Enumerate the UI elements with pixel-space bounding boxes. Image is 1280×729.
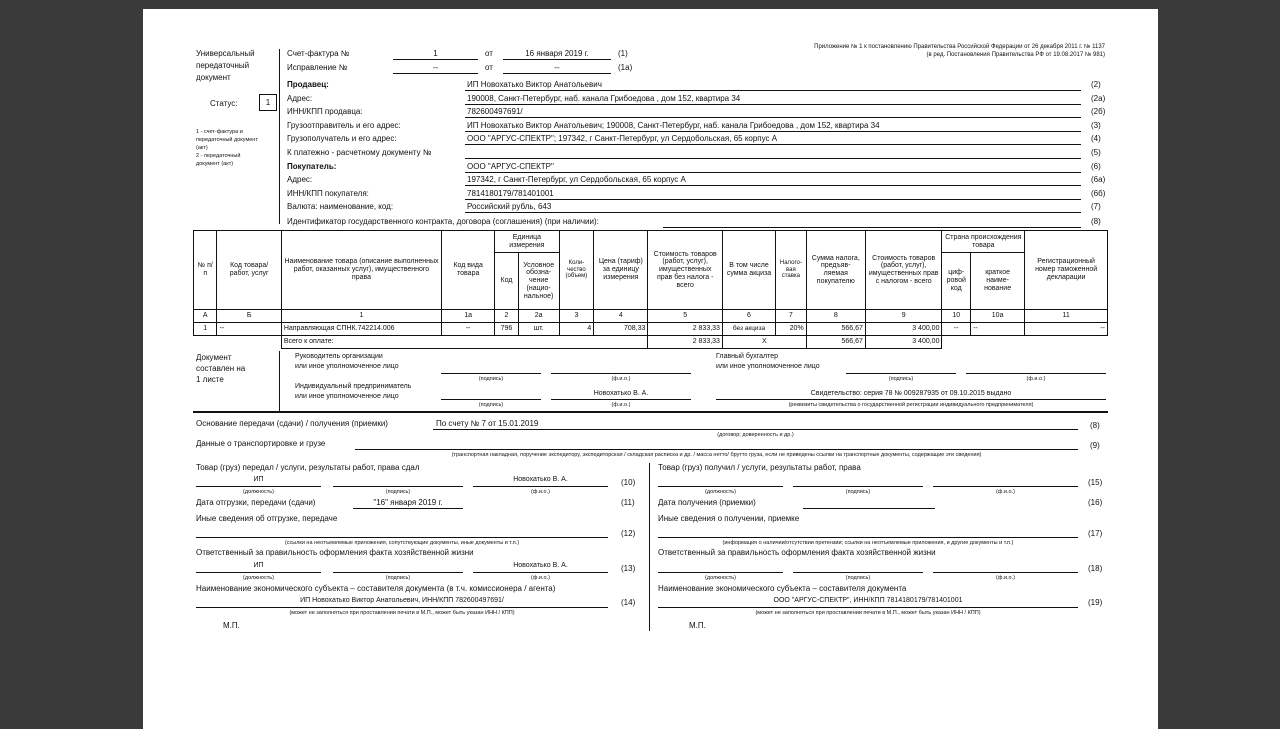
contract-code: (8) bbox=[1091, 217, 1101, 226]
field-code: (4) bbox=[1091, 134, 1101, 143]
transport-hint: (транспортная накладная, поручение экспедитору, экспедиторская / складская расписка и др. / масса нетто/ брутто груза, если не приведены ссылки на транспортные документы, содержащие эти сведения) bbox=[451, 452, 982, 458]
total-cost-w: 3 400,00 bbox=[865, 336, 942, 349]
cell-unit-code: 796 bbox=[495, 323, 518, 336]
seller-sign-hint: (подпись) bbox=[385, 489, 411, 495]
document-page bbox=[143, 9, 1158, 729]
ie-sign-hint: (подпись) bbox=[478, 402, 504, 408]
accountant-label-1: Главный бухгалтер bbox=[716, 353, 778, 360]
field-value: 190008, Санкт-Петербург, наб. канала Грибоедова , дом 152, квартира 34 bbox=[467, 94, 741, 103]
code-17: (17) bbox=[1088, 529, 1103, 538]
seller-position: ИП bbox=[253, 476, 264, 483]
seller-name-hint: (ф.и.о.) bbox=[531, 489, 550, 495]
total-x: Х bbox=[722, 336, 806, 349]
doc-type-line3: документ bbox=[196, 73, 231, 82]
column-numbers-row bbox=[194, 310, 1108, 323]
cell-price: 708,33 bbox=[594, 323, 648, 336]
buyer-resp-label: Ответственный за правильность оформления факта хозяйственной жизни bbox=[658, 548, 936, 557]
column-number: 7 bbox=[776, 310, 807, 323]
transport-code: (9) bbox=[1090, 441, 1100, 450]
buyer-other-hint: (информация о наличии/отсутствии претензии; ссылки на неотъемлемые приложения, и другие документы и т.п.) bbox=[722, 540, 1014, 546]
invoice-label: Счет-фактура № bbox=[287, 49, 350, 58]
buyer-pos-hint: (должность) bbox=[705, 489, 736, 495]
total-row bbox=[194, 336, 1108, 349]
head-name-hint: (ф.и.о.) bbox=[611, 376, 631, 382]
cell-no: 1 bbox=[194, 323, 217, 336]
head-label-1: Руководитель организации bbox=[295, 353, 383, 360]
field-value: 7814180179/781401001 bbox=[467, 189, 554, 198]
appendix-line1: Приложение № 1 к постановлению Правительства Российской Федерации от 26 декабря 2011 г. № 1137 bbox=[814, 44, 1105, 50]
ie-label-1: Индивидуальный предприниматель bbox=[295, 383, 412, 390]
field-value: 782600497691/ bbox=[467, 107, 523, 116]
field-value: ИП Новохатько Виктор Анатольевич; 190008, Санкт-Петербург, наб. канала Грибоедова , дом 152, квартира 34 bbox=[467, 121, 880, 130]
th-rate: Налого- вая ставка bbox=[776, 231, 807, 310]
left-divider bbox=[279, 49, 280, 224]
column-number: 11 bbox=[1025, 310, 1108, 323]
status-label: Статус: bbox=[210, 99, 238, 108]
accountant-label-2: или иное уполномоченное лицо bbox=[716, 363, 820, 370]
correction-label: Исправление № bbox=[287, 63, 348, 72]
th-unit-code: Код bbox=[495, 253, 518, 310]
ie-label-2: или иное уполномоченное лицо bbox=[295, 393, 399, 400]
code-19: (19) bbox=[1088, 598, 1103, 607]
invoice-code: (1) bbox=[618, 49, 628, 58]
cell-reg: -- bbox=[1025, 323, 1108, 336]
certificate-text: Свидетельство: серия 78 № 009287935 от 09.10.2015 выдано bbox=[810, 390, 1012, 397]
field-code: (6) bbox=[1091, 162, 1101, 171]
th-excise: В том числе сумма акциза bbox=[722, 231, 775, 310]
appendix-line2: (в ред. Постановления Правительства РФ от 19.08.2017 № 981) bbox=[926, 52, 1105, 58]
cell-qty: 4 bbox=[559, 323, 594, 336]
field-value: ООО "АРГУС-СПЕКТР" bbox=[467, 162, 554, 171]
cell-country-name: -- bbox=[971, 323, 1025, 336]
correction-from-label: от bbox=[485, 63, 493, 72]
field-code: (3) bbox=[1091, 121, 1101, 130]
seller-other-label: Иные сведения об отгрузке, передаче bbox=[196, 514, 338, 523]
invoice-date: 16 января 2019 г. bbox=[525, 49, 589, 58]
buyer-name-hint: (ф.и.о.) bbox=[996, 489, 1015, 495]
total-label: Всего к оплате: bbox=[281, 336, 648, 349]
th-unit-name: Условное обозна- чение (нацио- нальное) bbox=[518, 253, 559, 310]
head-label-2: или иное уполномоченное лицо bbox=[295, 363, 399, 370]
column-number: 6 bbox=[722, 310, 775, 323]
doc-type-line1: Универсальный bbox=[196, 49, 255, 58]
cell-unit-name: шт. bbox=[518, 323, 559, 336]
seller-stamp: М.П. bbox=[223, 621, 240, 630]
accountant-name-hint: (ф.и.о.) bbox=[1026, 376, 1046, 382]
field-code: (2б) bbox=[1091, 107, 1106, 116]
th-code: Код товара/ работ, услуг bbox=[217, 231, 281, 310]
seller-resp-sign-hint: (подпись) bbox=[385, 575, 411, 581]
seller-resp-name-hint: (ф.и.о.) bbox=[531, 575, 550, 581]
seller-entity-label: Наименование экономического субъекта – составителя документа (в т.ч. комиссионера / агента) bbox=[196, 584, 556, 593]
buyer-entity-value: ООО "АРГУС-СПЕКТР", ИНН/КПП 7814180179/781401001 bbox=[773, 597, 963, 604]
column-number: 3 bbox=[559, 310, 594, 323]
column-number: 10 bbox=[942, 310, 971, 323]
correction-number: -- bbox=[432, 63, 439, 72]
doc-type-line2: передаточный bbox=[196, 61, 250, 70]
invoice-number: 1 bbox=[433, 49, 438, 58]
column-number: 4 bbox=[594, 310, 648, 323]
cell-excise: без акциза bbox=[722, 323, 775, 336]
cell-country-code: -- bbox=[942, 323, 971, 336]
buyer-resp-pos-hint: (должность) bbox=[705, 575, 736, 581]
code-11: (11) bbox=[621, 498, 635, 507]
transport-label: Данные о транспортировке и грузе bbox=[196, 439, 326, 448]
code-10: (10) bbox=[621, 478, 636, 487]
cell-kind: -- bbox=[442, 323, 495, 336]
basis-label: Основание передачи (сдачи) / получения (приемки) bbox=[196, 419, 388, 428]
buyer-other-label: Иные сведения о получении, приемке bbox=[658, 514, 800, 523]
basis-hint: (договор; доверенность и др.) bbox=[717, 432, 794, 438]
th-kind: Код вида товара bbox=[442, 231, 495, 310]
seller-pos-hint: (должность) bbox=[243, 489, 274, 495]
seller-name: Новохатько В. А. bbox=[513, 476, 568, 483]
goods-table bbox=[193, 230, 1108, 349]
certificate-hint: (реквизиты свидетельства о государственной регистрации индивидуального предпринимателя) bbox=[788, 402, 1034, 408]
th-qty: Коли- чество (объем) bbox=[559, 231, 594, 310]
total-cost-wo: 2 833,33 bbox=[648, 336, 723, 349]
table-row bbox=[194, 323, 1108, 336]
code-18: (18) bbox=[1088, 564, 1103, 573]
buyer-resp-name-hint: (ф.и.о.) bbox=[996, 575, 1015, 581]
contract-label: Идентификатор государственного контракта, договора (соглашения) (при наличии): bbox=[287, 217, 599, 226]
ie-name: Новохатько В. А. bbox=[593, 390, 649, 397]
status-note-3: (акт) bbox=[196, 145, 208, 151]
field-value: ИП Новохатько Виктор Анатольевич bbox=[467, 80, 602, 89]
correction-date: -- bbox=[554, 63, 560, 72]
correction-code: (1а) bbox=[618, 63, 633, 72]
total-tax: 566,67 bbox=[806, 336, 865, 349]
th-country-code: циф- ровой код bbox=[942, 253, 971, 310]
field-code: (6а) bbox=[1091, 175, 1106, 184]
th-country-name: краткое наиме- нование bbox=[971, 253, 1025, 310]
buyer-stamp: М.П. bbox=[689, 621, 706, 630]
th-tax: Сумма налога, предъяв- ляемая покупателю bbox=[806, 231, 865, 310]
th-name: Наименование товара (описание выполненных работ, оказанных услуг), имущественного права bbox=[281, 231, 441, 310]
th-cost-w: Стоимость товаров (работ, услуг), имущественных прав с налогом - всего bbox=[865, 231, 942, 310]
field-label: Адрес: bbox=[287, 175, 313, 184]
cell-name: Направляющая СПНК.742214.006 bbox=[281, 323, 441, 336]
seller-other-hint: (ссылки на неотъемлемые приложения, сопутствующие документы, иные документы и т.п.) bbox=[284, 540, 520, 546]
field-value: ООО "АРГУС-СПЕКТР"; 197342, г Санкт-Петербург, ул Сердобольская, 65 корпус А bbox=[467, 134, 778, 143]
column-number: 1 bbox=[281, 310, 441, 323]
center-divider bbox=[649, 463, 650, 631]
field-value: Российский рубль, 643 bbox=[467, 202, 552, 211]
th-no: № п/п bbox=[194, 231, 217, 310]
th-country: Страна происхождения товара bbox=[942, 231, 1025, 253]
field-label: ИНН/КПП продавца: bbox=[287, 107, 363, 116]
th-cost-wo: Стоимость товаров (работ, услуг), имущественных прав без налога - всего bbox=[648, 231, 723, 310]
cell-cost-w: 3 400,00 bbox=[865, 323, 942, 336]
code-14: (14) bbox=[621, 598, 636, 607]
recv-date-label: Дата получения (приемки) bbox=[658, 498, 756, 507]
field-label: Покупатель: bbox=[287, 162, 337, 171]
column-number: 2 bbox=[495, 310, 518, 323]
ship-date: "16" января 2019 г. bbox=[373, 498, 443, 507]
ship-date-label: Дата отгрузки, передачи (сдачи) bbox=[196, 498, 316, 507]
code-13: (13) bbox=[621, 564, 636, 573]
field-label: Грузополучатель и его адрес: bbox=[287, 134, 397, 143]
field-label: К платежно - расчетному документу № bbox=[287, 148, 432, 157]
accountant-sign-hint: (подпись) bbox=[888, 376, 914, 382]
code-15: (15) bbox=[1088, 478, 1103, 487]
buyer-entity-hint: (может не заполняться при проставлении печати в М.П., может быть указан ИНН / КПП) bbox=[755, 610, 981, 616]
buyer-entity-label: Наименование экономического субъекта – составителя документа bbox=[658, 584, 907, 593]
field-code: (7) bbox=[1091, 202, 1101, 211]
column-number: 1а bbox=[442, 310, 495, 323]
seller-entity-hint: (может не заполняться при проставлении печати в М.П., может быть указан ИНН / КПП) bbox=[289, 610, 515, 616]
ie-name-hint: (ф.и.о.) bbox=[611, 402, 631, 408]
head-sign-hint: (подпись) bbox=[478, 376, 504, 382]
seller-resp-label: Ответственный за правильность оформления факта хозяйственной жизни bbox=[196, 548, 474, 557]
column-number: 8 bbox=[806, 310, 865, 323]
field-code: (2а) bbox=[1091, 94, 1106, 103]
field-label: Валюта: наименование, код: bbox=[287, 202, 394, 211]
buyer-received-label: Товар (груз) получил / услуги, результаты работ, права bbox=[658, 463, 861, 472]
seller-passed-label: Товар (груз) передал / услуги, результаты работ, права сдал bbox=[196, 463, 420, 472]
seller-resp-pos-hint: (должность) bbox=[243, 575, 274, 581]
composed-line3: 1 листе bbox=[196, 375, 224, 384]
status-note-1: 1 - счет-фактура и bbox=[196, 129, 243, 135]
code-12: (12) bbox=[621, 529, 636, 538]
cell-cost-wo: 2 833,33 bbox=[648, 323, 723, 336]
cell-code: -- bbox=[217, 323, 281, 336]
seller-entity-value: ИП Новохатько Виктор Анатольевич, ИНН/КПП 782600497691/ bbox=[300, 597, 504, 604]
field-code: (6б) bbox=[1091, 189, 1106, 198]
composed-line1: Документ bbox=[196, 353, 232, 362]
buyer-sign-hint: (подпись) bbox=[845, 489, 871, 495]
basis-value: По счету № 7 от 15.01.2019 bbox=[436, 419, 539, 428]
status-note-2: передаточный документ bbox=[196, 137, 258, 143]
cell-rate: 20% bbox=[776, 323, 807, 336]
column-number: 2а bbox=[518, 310, 559, 323]
status-note-4: 2 - передаточный bbox=[196, 153, 241, 159]
column-number: 10а bbox=[971, 310, 1025, 323]
th-price: Цена (тариф) за единицу измерения bbox=[594, 231, 648, 310]
th-reg: Регистрационный номер таможенной декларации bbox=[1025, 231, 1108, 310]
column-number: 5 bbox=[648, 310, 723, 323]
column-number: А bbox=[194, 310, 217, 323]
field-value: 197342, г Санкт-Петербург, ул Сердобольская, 65 корпус А bbox=[467, 175, 686, 184]
field-code: (2) bbox=[1091, 80, 1101, 89]
invoice-from-label: от bbox=[485, 49, 493, 58]
seller-resp-name: Новохатько В. А. bbox=[513, 562, 568, 569]
th-unit: Единица измерения bbox=[495, 231, 559, 253]
field-label: Адрес: bbox=[287, 94, 313, 103]
field-label: Грузоотправитель и его адрес: bbox=[287, 121, 401, 130]
field-code: (5) bbox=[1091, 148, 1101, 157]
status-box: 1 bbox=[259, 94, 277, 111]
column-number: Б bbox=[217, 310, 281, 323]
cell-tax: 566,67 bbox=[806, 323, 865, 336]
field-label: Продавец: bbox=[287, 80, 329, 89]
status-note-5: документ (акт) bbox=[196, 161, 234, 167]
composed-line2: составлен на bbox=[196, 364, 246, 373]
seller-resp-position: ИП bbox=[253, 562, 264, 569]
field-label: ИНН/КПП покупателя: bbox=[287, 189, 369, 198]
buyer-resp-sign-hint: (подпись) bbox=[845, 575, 871, 581]
code-16: (16) bbox=[1088, 498, 1103, 507]
basis-code: (8) bbox=[1090, 421, 1100, 430]
column-number: 9 bbox=[865, 310, 942, 323]
